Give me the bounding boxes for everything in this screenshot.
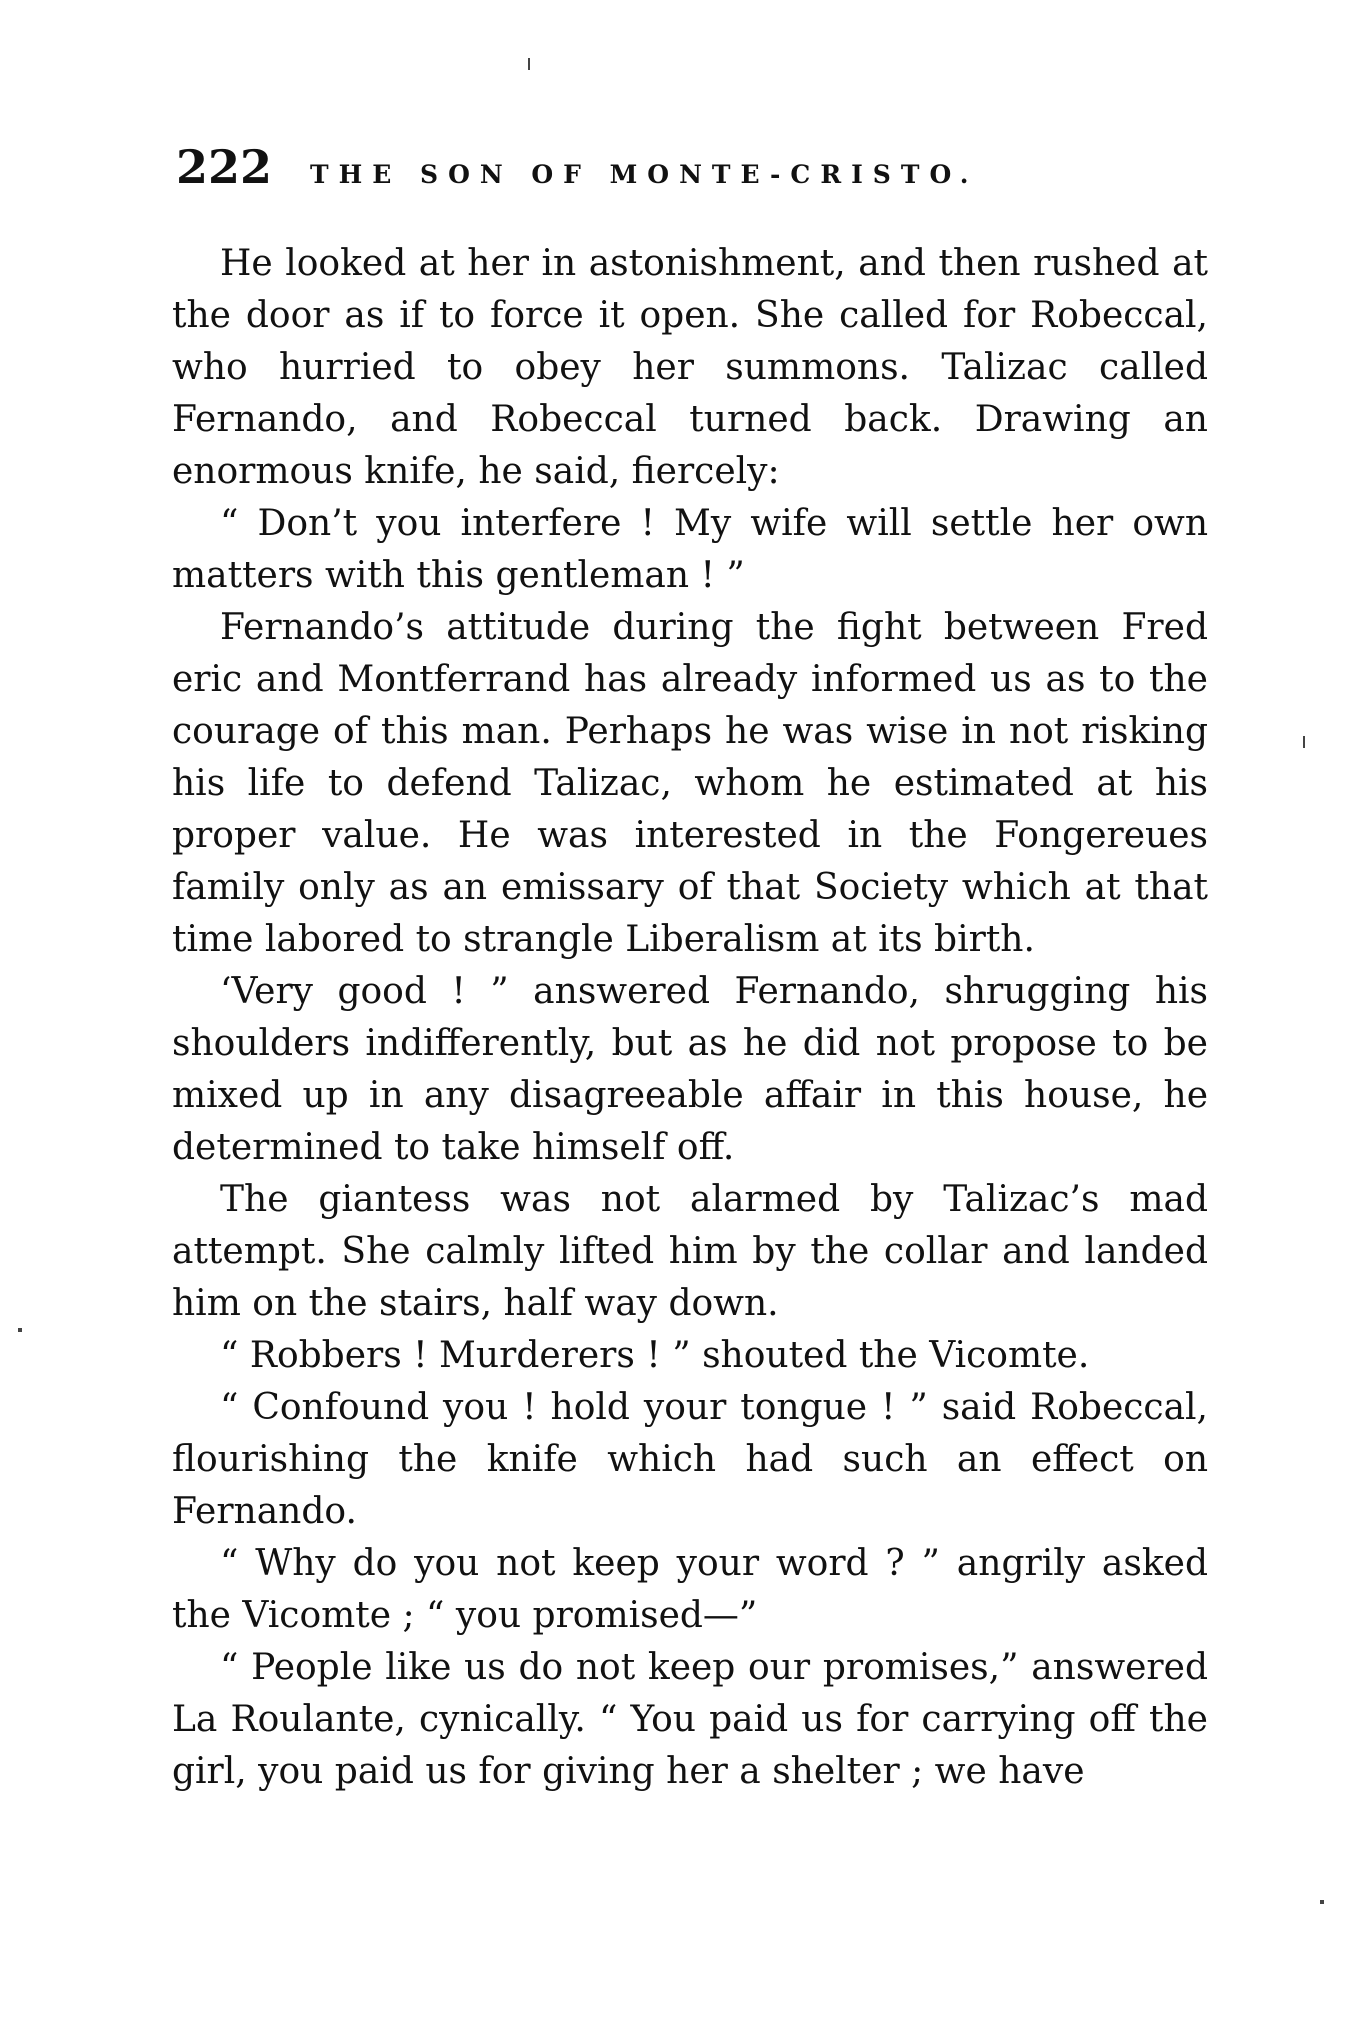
page-number: 222 <box>176 140 273 194</box>
running-title: THE SON OF MONTE-CRISTO. <box>310 160 979 189</box>
paragraph: “ People like us do not keep our promises,” answered La Roulante, cynically. “ You paid us for carrying off the girl, you paid us for giving her a shelter ; we have <box>172 1647 1208 1792</box>
paragraph: He looked at her in astonishment, and then rushed at the door as if to force it open. She called for Robeccal, who hurried to obey her summons. Talizac called Fernando, and Robeccal turned back. Drawing an enormous knife, he said, fiercely: <box>172 243 1208 492</box>
paragraph: “ Confound you ! hold your tongue ! ” said Robeccal, flourishing the knife which had such an effect on Fernando. <box>172 1387 1208 1532</box>
scan-speck <box>1303 736 1305 748</box>
paragraph: “ Why do you not keep your word ? ” angrily asked the Vicomte ; “ you promised—” <box>172 1543 1208 1636</box>
paragraph: Fernando’s attitude during the fight between Fred eric and Montferrand has already informed us as to the courage of this man. Perhaps he was wise in not risking his life to defend Talizac, whom he estimated at his proper value. He was interested in the Fongereues family only as an emissary of that Society which at that time labored to strangle Liberalism at its birth. <box>172 607 1208 960</box>
scan-speck <box>1320 1900 1324 1904</box>
paragraph: “ Don’t you interfere ! My wife will settle her own matters with this gentleman ! ” <box>172 503 1208 596</box>
page-header <box>176 140 1196 200</box>
scan-speck <box>528 58 530 70</box>
body-text <box>172 238 1208 1798</box>
paragraph: “ Robbers ! Murderers ! ” shouted the Vicomte. <box>220 1335 1090 1376</box>
paragraph: The giantess was not alarmed by Talizac’s mad attempt. She calmly lifted him by the collar and landed him on the stairs, half way down. <box>172 1179 1208 1324</box>
scan-speck <box>18 1328 22 1332</box>
paragraph: ‘Very good ! ” answered Fernando, shrugging his shoulders indifferently, but as he did not propose to be mixed up in any disagreeable affair in this house, he determined to take himself off. <box>172 971 1208 1168</box>
